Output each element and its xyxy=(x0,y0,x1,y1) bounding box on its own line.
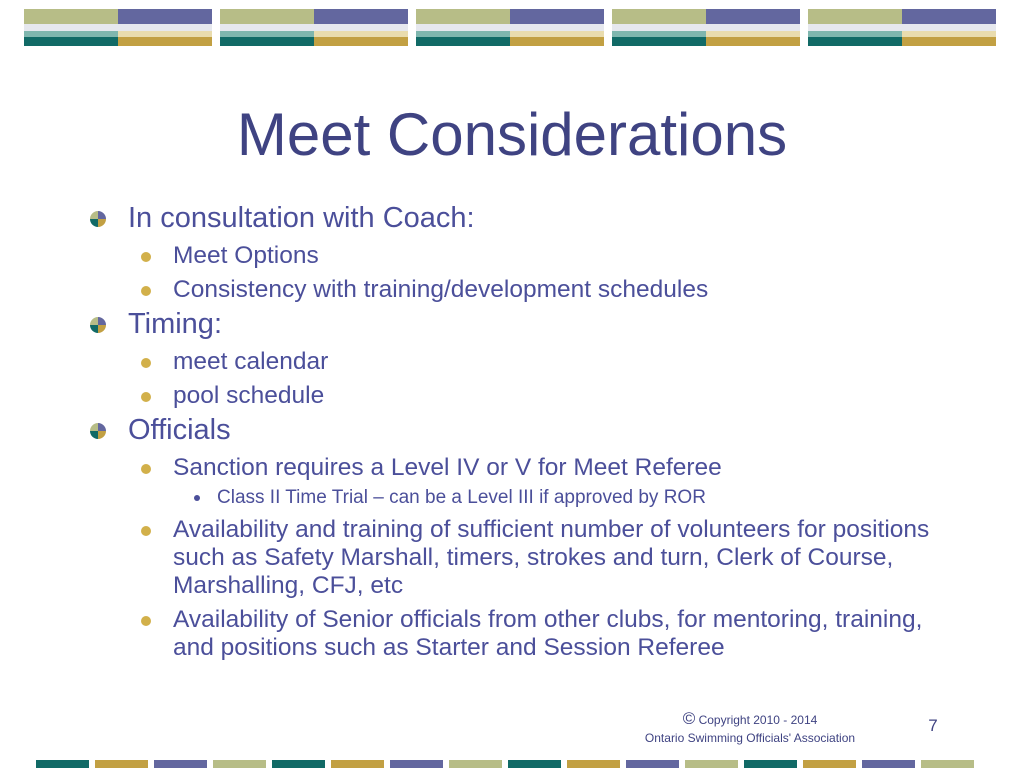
sub-sub-bullet-item xyxy=(88,486,968,510)
bullet-item xyxy=(88,200,968,236)
dot-bullet-icon xyxy=(141,616,151,626)
slide-title: Meet Considerations xyxy=(236,101,788,168)
sub-sub-bullet-text: Class II Time Trial – can be a Level III if approved by ROR xyxy=(217,487,706,508)
sub-bullet-text: Availability and training of sufficient number of volunteers for positions such as Safety Marshall, timers, strokes and turn, Clerk of Course, Marshalling, CFJ, etc xyxy=(173,516,930,599)
bullet-item xyxy=(88,306,968,342)
page-number: 7 xyxy=(928,716,938,735)
quadrant-bullet-icon xyxy=(90,211,106,227)
dot-bullet-icon xyxy=(141,286,151,296)
sub-bullet-item xyxy=(88,454,968,482)
banner-tile xyxy=(808,9,996,46)
quadrant-bullet-icon xyxy=(90,317,106,333)
sub-bullet-text: pool schedule xyxy=(173,382,325,409)
sub-bullet-item xyxy=(88,276,968,304)
copyright-text: Copyright 2010 - 2014 xyxy=(698,713,818,727)
sub-bullet-text: meet calendar xyxy=(173,348,329,375)
dot-bullet-icon xyxy=(141,252,151,262)
sub-bullet-item xyxy=(88,516,968,600)
sub-bullet-item xyxy=(88,382,968,410)
bullet-text: Timing: xyxy=(128,308,222,340)
banner-tile xyxy=(220,9,408,46)
banner-tile xyxy=(24,9,212,46)
bullet-text: Officials xyxy=(128,414,231,446)
dot-bullet-icon xyxy=(141,392,151,402)
banner-tile xyxy=(416,9,604,46)
bullet-text: In consultation with Coach: xyxy=(128,202,475,234)
sub-bullet-text: Sanction requires a Level IV or V for Meet Referee xyxy=(173,454,722,481)
sub-bullet-item xyxy=(88,348,968,376)
bullet-list xyxy=(88,198,968,662)
banner-tile xyxy=(612,9,800,46)
organization-name: Ontario Swimming Officials' Association xyxy=(644,731,856,745)
small-dot-bullet-icon xyxy=(194,495,200,501)
sub-bullet-text: Meet Options xyxy=(173,242,319,269)
footer-copyright xyxy=(600,710,900,747)
dot-bullet-icon xyxy=(141,464,151,474)
copyright-symbol: © xyxy=(682,709,696,728)
dot-bullet-icon xyxy=(141,526,151,536)
bottom-decorative-strip xyxy=(36,760,988,768)
sub-bullet-item xyxy=(88,606,968,662)
bullet-item xyxy=(88,412,968,448)
sub-bullet-item xyxy=(88,242,968,270)
sub-bullet-text: Consistency with training/development schedules xyxy=(173,276,709,303)
dot-bullet-icon xyxy=(141,358,151,368)
quadrant-bullet-icon xyxy=(90,423,106,439)
sub-bullet-text: Availability of Senior officials from other clubs, for mentoring, training, and positions such as Starter and Session Referee xyxy=(173,606,923,661)
